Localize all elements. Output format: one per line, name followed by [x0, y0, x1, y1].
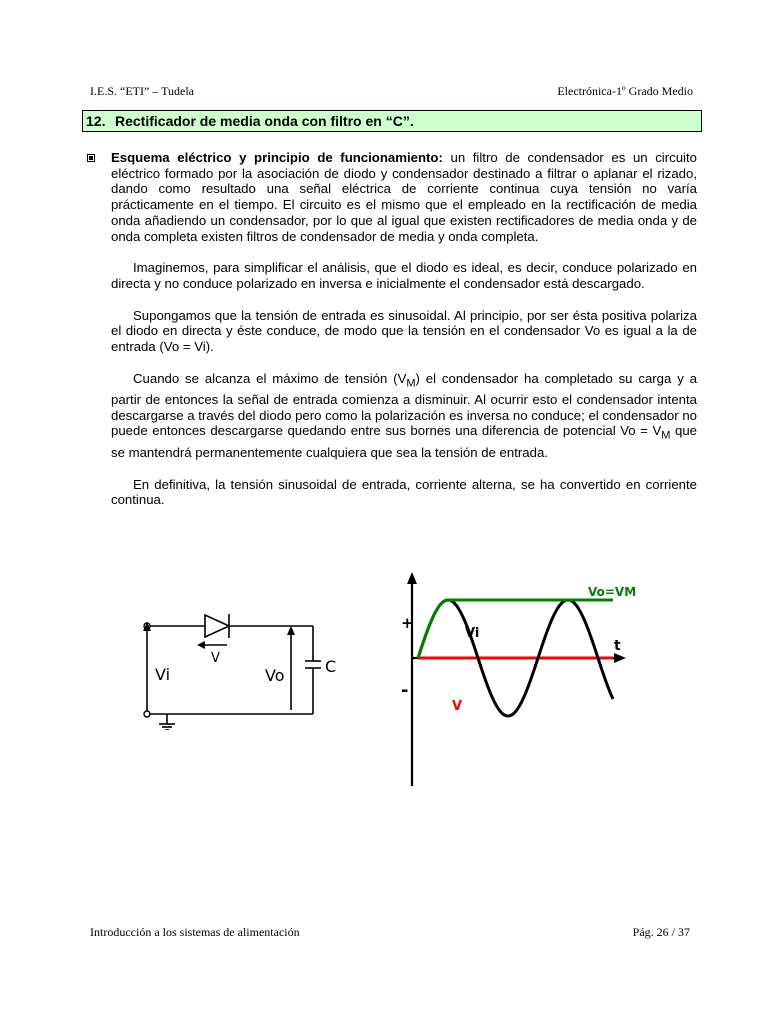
voltage-axis-arrow [407, 572, 417, 584]
circuit-diagram [125, 600, 355, 730]
circuit-label-v: V [211, 651, 220, 666]
v-arrow-head [197, 641, 205, 649]
subscript-m: M [406, 377, 416, 390]
time-label: t [614, 638, 621, 654]
header-right: Electrónica-1º Grado Medio [557, 84, 693, 98]
paragraph-4-part-b: ) el condensador ha completado su carga y a partir de entonces la señal de entrada comienza a disminuir. Al ocurrir esto el condensador intenta descargarse a través del diodo pero como la polarización es inversa no conduce; el condensador no puede entonces descargarse quedando entre sus bornes una diferencia de potencial Vo = V [111, 370, 697, 439]
vi-label: Vi [465, 626, 480, 641]
paragraph-4-part-c: que se mantendrá permanentemente cualquiera que sea la tensión de entrada. [111, 423, 697, 460]
bullet-icon [87, 154, 95, 162]
paragraph-4 [111, 371, 697, 461]
circuit-label-c: C [325, 657, 337, 676]
plus-label: + [401, 614, 414, 632]
body-text [111, 150, 697, 524]
terminal-bottom [144, 711, 150, 717]
diode-symbol [205, 615, 229, 637]
circuit-label-vo: Vo [265, 666, 285, 685]
v-label: V [452, 699, 463, 714]
footer-right: Pág. 26 / 37 [632, 925, 690, 939]
section-title: Rectificador de media onda con filtro en “C”. [115, 113, 414, 129]
header-left: I.E.S. “ETI” – Tudela [90, 84, 194, 98]
circuit-label-vi: Vi [155, 665, 171, 684]
vo-arrow-head [287, 626, 295, 635]
section-number: 12. [86, 113, 106, 129]
vo-vm-label: Vo=VM [588, 585, 637, 599]
paragraph-3: Supongamos que la tensión de entrada es sinusoidal. Al principio, por ser ésta positiva polariza el diodo en directa y éste conduce, de modo que la tensión en el condensador Vo es igual a la de entrada (Vo = Vi). [111, 307, 697, 355]
waveform-diagram [370, 570, 640, 790]
section-title-box [82, 110, 702, 132]
minus-label: - [401, 680, 409, 701]
output-voltage-curve [418, 600, 613, 658]
time-axis-arrow [614, 653, 626, 663]
paragraph-1-text: un filtro de condensador es un circuito eléctrico formado por la asociación de diodo y condensador destinado a filtrar o aplanar el rizado, dando como resultado una señal eléctrica de corriente continua cuya tensión no varía prácticamente en el tiempo. El circuito es el mismo que el empleado en la rectificación de media onda añadiendo un condensador, por lo que al igual que existen rectificadores de media onda y de onda completa existen filtros de condensador de media y onda completa. [111, 150, 697, 244]
paragraph-2: Imaginemos, para simplificar el análisis, que el diodo es ideal, es decir, conduce polarizado en directa y no conduce polarizado en inversa e inicialmente el condensador está descargado. [111, 260, 697, 291]
subscript-m: M [661, 430, 671, 443]
footer-left: Introducción a los sistemas de alimentación [90, 925, 300, 939]
paragraph-5: En definitiva, la tensión sinusoidal de entrada, corriente alterna, se ha convertido en corriente continua. [111, 476, 697, 508]
paragraph-4-part-a: Cuando se alcanza el máximo de tensión (V [133, 370, 407, 386]
paragraph-1 [111, 150, 697, 244]
paragraph-1-lead: Esquema eléctrico y principio de funcionamiento: [111, 150, 443, 165]
